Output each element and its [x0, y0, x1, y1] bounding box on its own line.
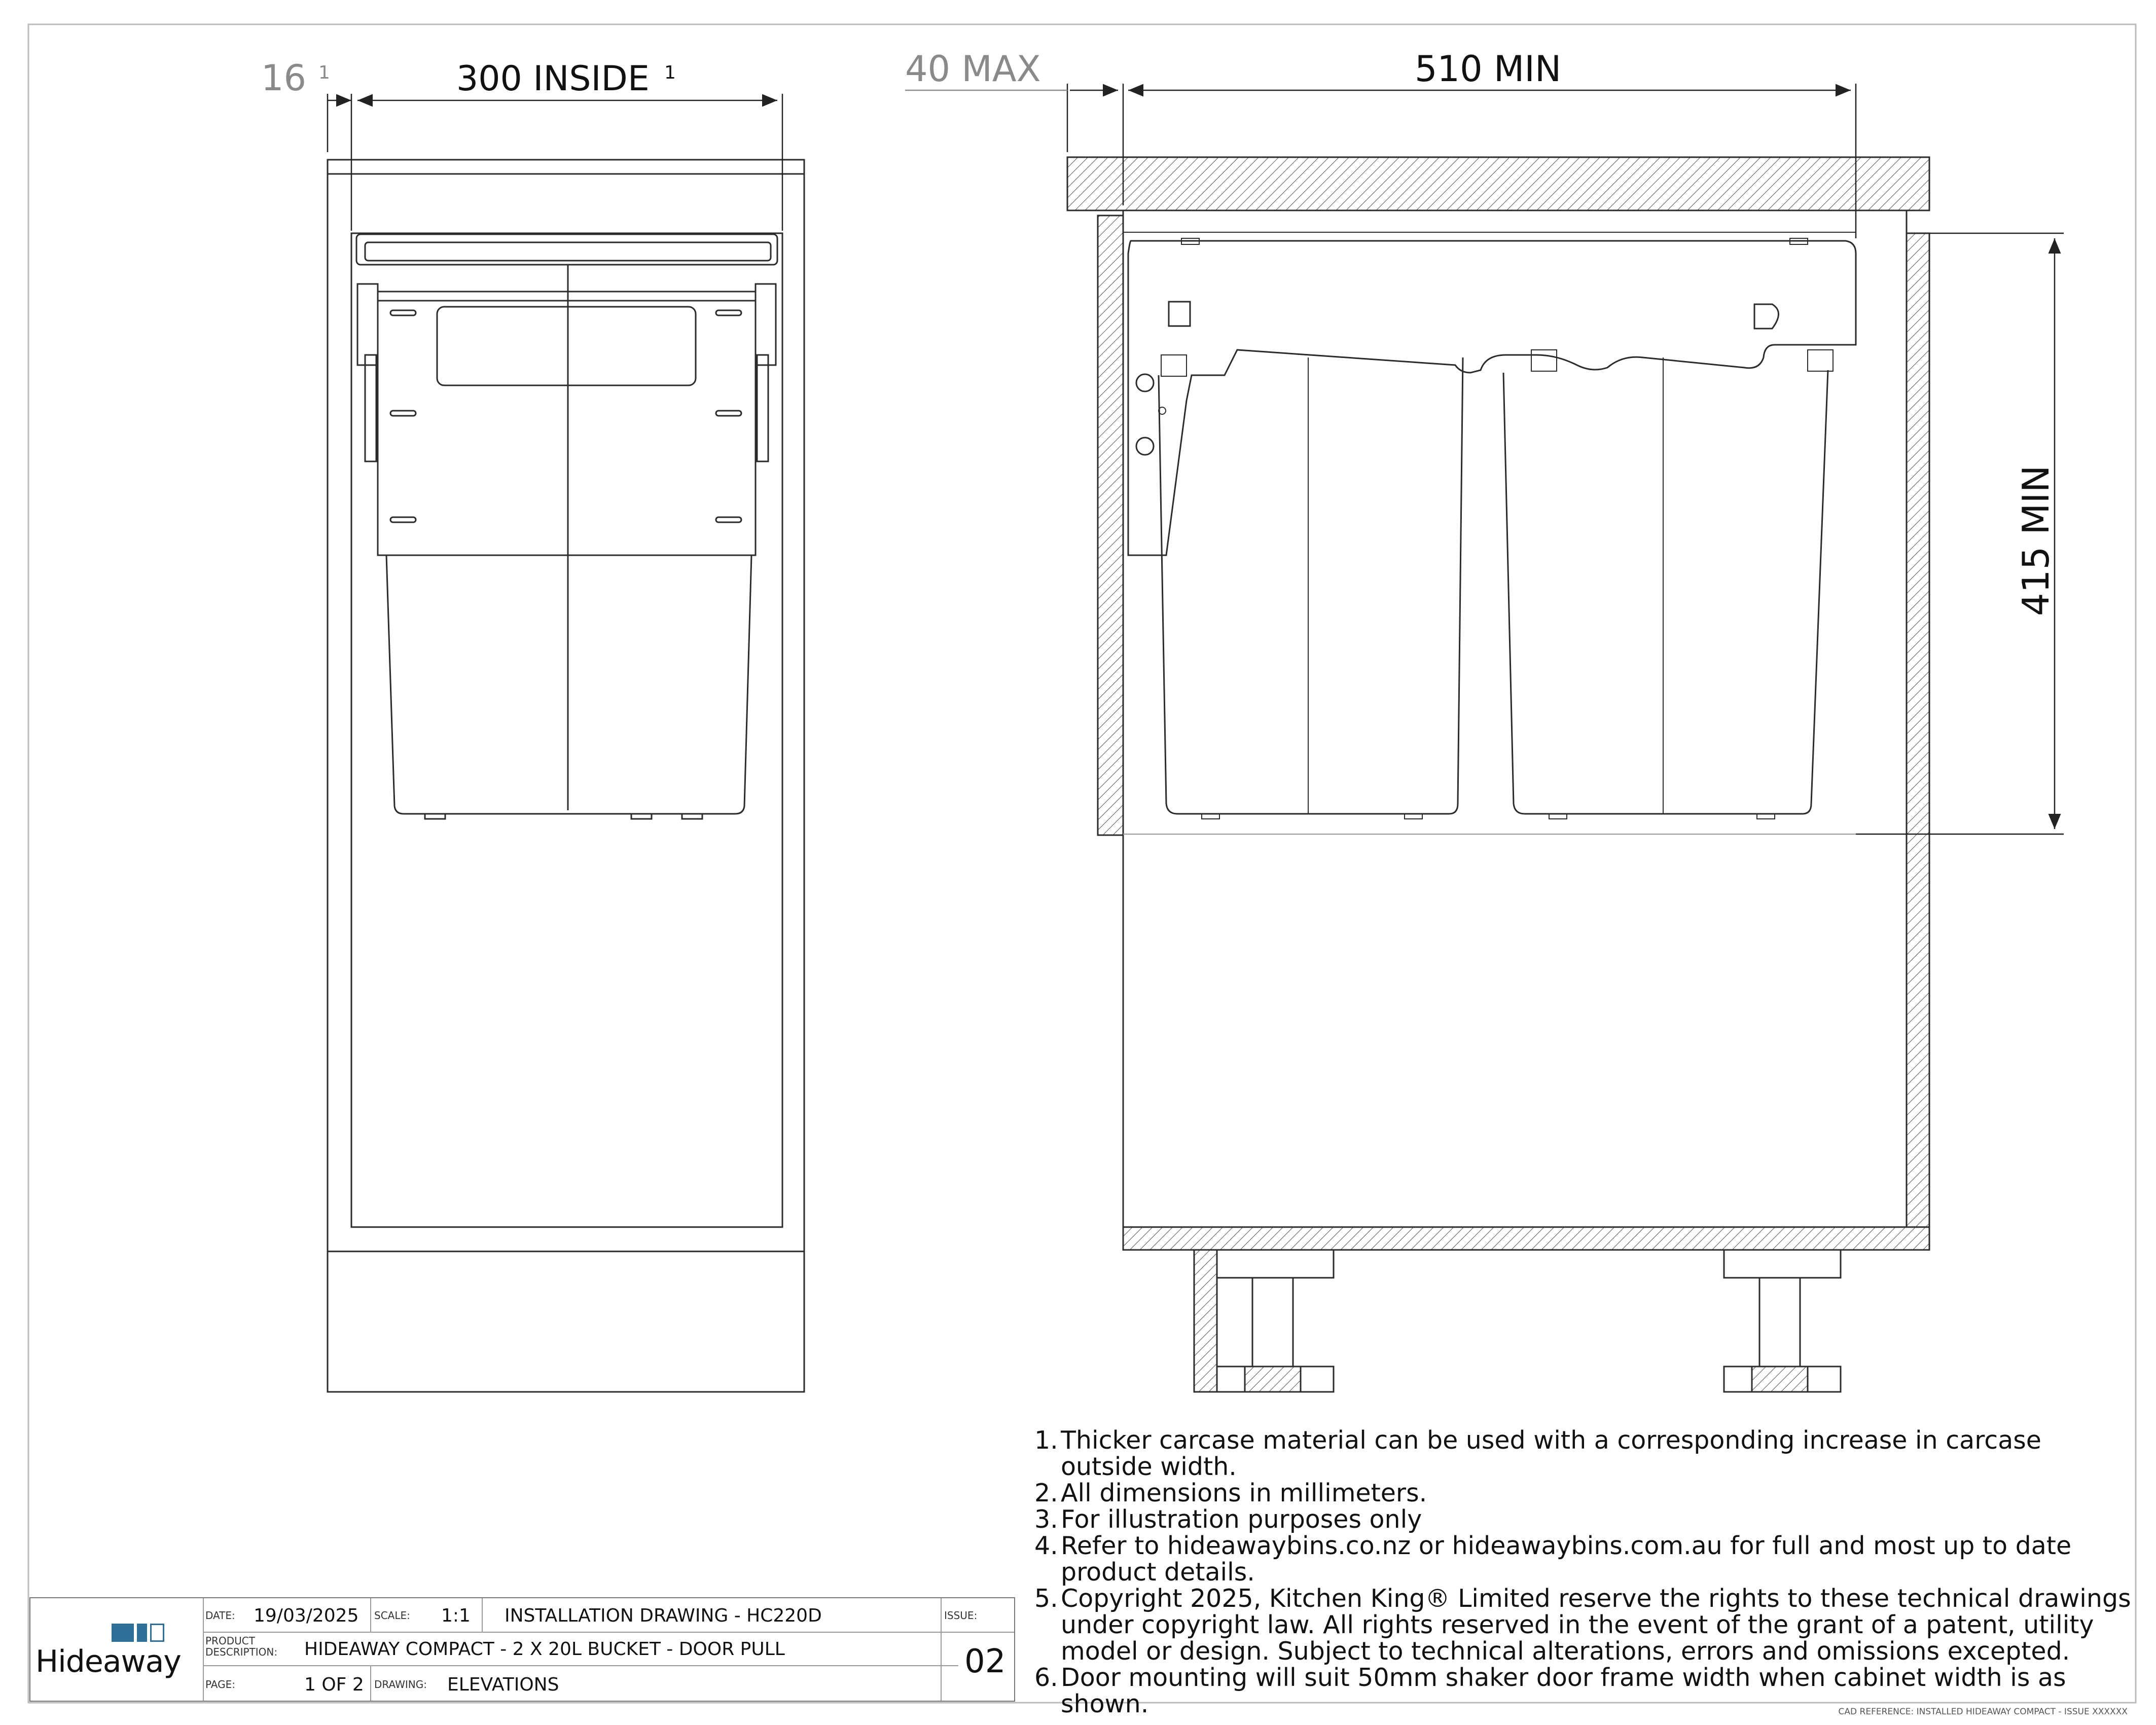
note-item: 4. Refer to hideawaybins.co.nz or hideawaybins.com.au for full and most up to date product details. [1034, 1531, 2072, 1587]
front-dimensions [328, 94, 782, 231]
scale-label: SCALE: [374, 1609, 410, 1622]
handle-window [437, 307, 696, 385]
product-label-2: DESCRIPTION: [205, 1646, 278, 1658]
cabinet-outline [328, 160, 804, 1392]
bucket-front [386, 555, 751, 814]
logo-text: Hideaway [35, 1644, 181, 1679]
bottom-panel [1123, 1227, 1929, 1250]
issue-label: ISSUE: [944, 1609, 978, 1622]
product-value: HIDEAWAY COMPACT - 2 X 20L BUCKET - DOOR PULL [304, 1639, 785, 1660]
product-label-1: PRODUCT [205, 1635, 255, 1647]
logo-square-icon [112, 1624, 134, 1642]
logo-square-icon [150, 1624, 164, 1642]
tb-divider [370, 1665, 371, 1701]
bucket-1 [1159, 357, 1463, 814]
date-value: 19/03/2025 [254, 1605, 359, 1626]
note-item: 2. All dimensions in millimeters. [1034, 1479, 1427, 1507]
door [1098, 215, 1123, 835]
depth-label: 510 MIN [1415, 48, 1562, 90]
notes-list [1034, 1427, 2140, 1717]
back-panel [1907, 233, 1929, 1227]
tb-divider [203, 1598, 204, 1701]
inside-width-sup: 1 [664, 62, 676, 83]
date-label: DATE: [205, 1609, 235, 1622]
note-item: 5. Copyright 2025, Kitchen King® Limited reserve the rights to these technical drawings under copyright law. All rights reserved in the event of the grant of a patent, utility model or design. Subject to technical alterations, errors and omissions excepted. [1034, 1584, 2131, 1666]
drawing-label: DRAWING: [374, 1678, 427, 1691]
bucket-2 [1503, 370, 1828, 814]
cad-reference: CAD REFERENCE: INSTALLED HIDEAWAY COMPACT - ISSUE XXXXXX [1838, 1707, 2128, 1717]
leg-left [1194, 1250, 1334, 1392]
scale-value: 1:1 [441, 1605, 471, 1626]
logo-square-icon [137, 1624, 147, 1642]
tb-divider [482, 1598, 483, 1632]
page-value: 1 OF 2 [304, 1674, 364, 1695]
note-item: 3. For illustration purposes only [1034, 1505, 1422, 1534]
cabinet-inner [351, 233, 782, 1227]
front-elevation [328, 160, 804, 1392]
hideaway-logo [35, 1612, 181, 1688]
height-label: 415 MIN [2015, 465, 2057, 616]
page-label: PAGE: [205, 1678, 235, 1691]
inside-width-label: 300 INSIDE [456, 59, 650, 99]
side-thickness-label: 16 [261, 57, 307, 99]
side-thickness-sup: 1 [318, 62, 330, 83]
leg-right [1724, 1250, 1841, 1392]
benchtop [1067, 157, 1929, 210]
note-item: 6. Door mounting will suit 50mm shaker door frame width when cabinet width is as shown. [1034, 1663, 2066, 1718]
note-item: 1. Thicker carcase material can be used with a corresponding increase in carcase outside width. [1034, 1426, 2041, 1481]
drawing-value: ELEVATIONS [447, 1674, 559, 1695]
side-elevation [1067, 157, 1929, 1392]
bin-frame [378, 292, 756, 555]
tb-divider [941, 1598, 942, 1701]
door-gap-label: 40 MAX [905, 48, 1041, 90]
tb-divider [370, 1598, 371, 1632]
issue-value: 02 [964, 1643, 1006, 1680]
drawing-title: INSTALLATION DRAWING - HC220D [505, 1605, 822, 1626]
runner-frame [1128, 241, 1856, 555]
